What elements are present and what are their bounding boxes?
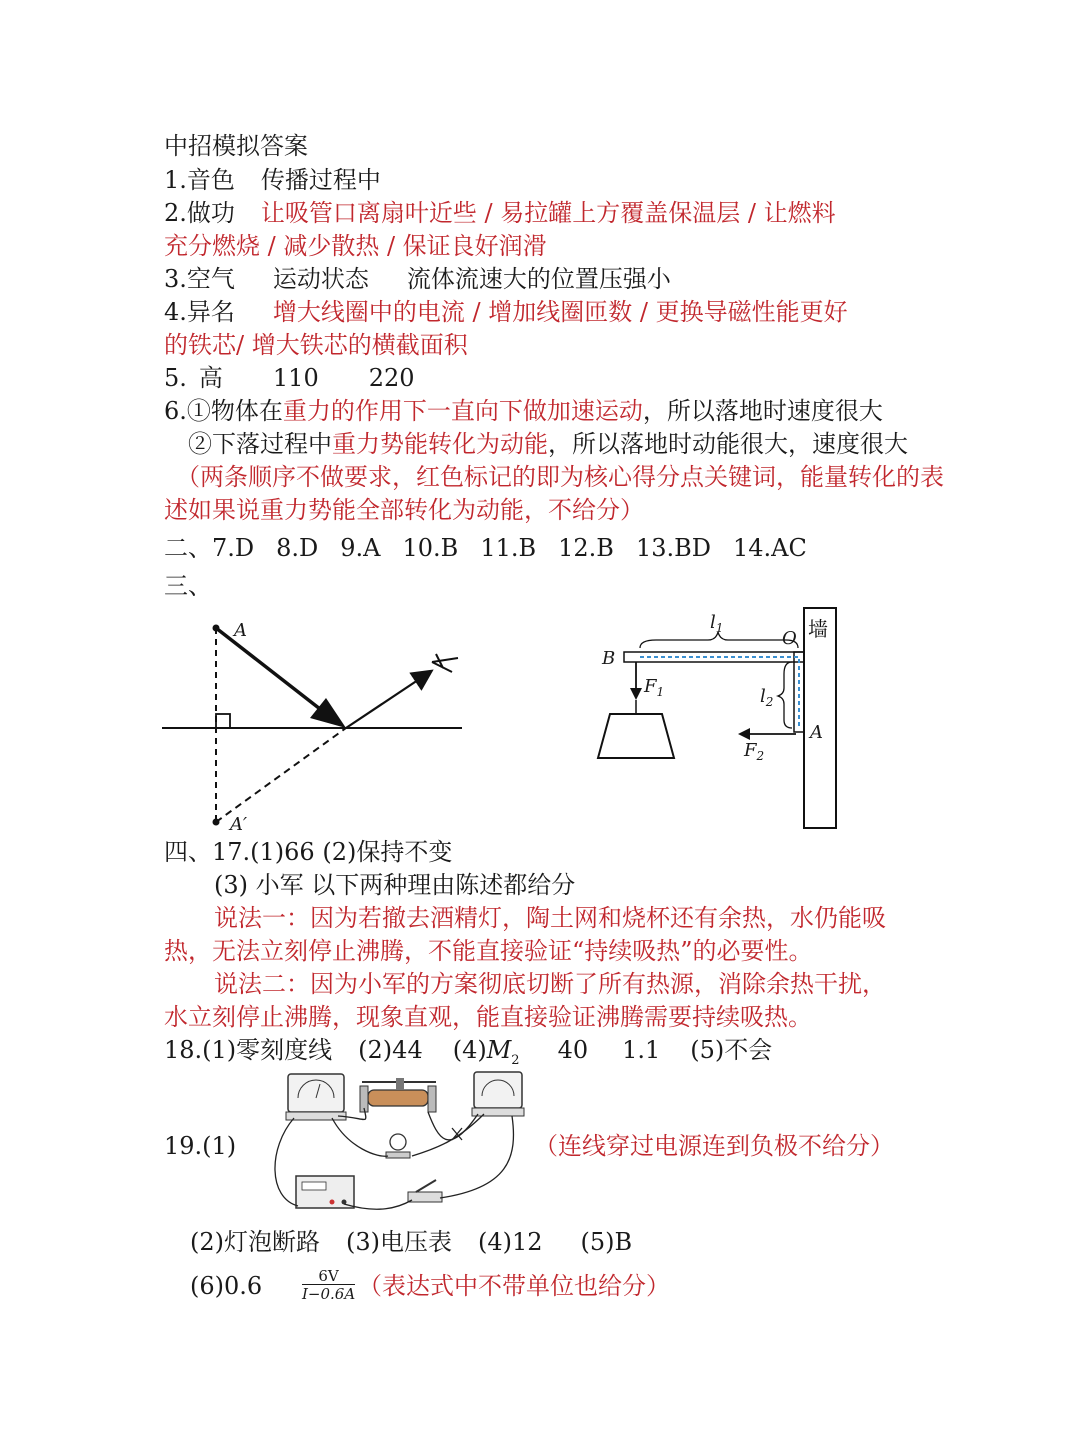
q17-reason1-line1: 说法一：因为若撤去酒精灯，陶土网和烧杯还有余热，水仍能吸	[214, 904, 886, 932]
wall-label: 墙	[808, 617, 828, 641]
q6-l2-red-keyword: 重力势能转化为动能	[332, 430, 548, 458]
choice-item: 12.B	[558, 534, 614, 562]
q1-answer-a: 音色	[186, 166, 235, 194]
f1-label: $F_1$	[644, 676, 665, 699]
q3-answer-b: 运动状态	[272, 265, 369, 293]
q3-answer-a: 空气	[186, 265, 235, 293]
q2-answer-a: 做功	[186, 199, 235, 227]
q4-red-answer-line2: 的铁芯/ 增大铁芯的横截面积	[164, 331, 468, 359]
q18-part4-label: (4)	[452, 1036, 487, 1064]
q5-answer-b: 110	[272, 364, 319, 392]
q18-m-symbol: M	[486, 1036, 512, 1064]
lever-diagram	[596, 604, 846, 832]
q5-answer-a: 高	[198, 364, 223, 392]
q18-part2: (2)44	[358, 1036, 423, 1064]
section-3-label: 三、	[164, 572, 212, 600]
choice-item: 8.D	[276, 534, 319, 562]
lever-arm-vertical	[794, 652, 804, 732]
incident-arrowhead	[310, 698, 346, 728]
voltmeter-icon	[286, 1074, 346, 1120]
q6-note-line2: 述如果说重力势能全部转化为动能，不给分）	[164, 496, 644, 524]
formula-fraction	[302, 1268, 355, 1302]
l1-label: $l_1$	[710, 612, 724, 635]
q6-l1-prefix: 6.①物体在	[164, 397, 283, 425]
circuit-diagram	[268, 1068, 530, 1218]
l2-brace	[778, 662, 792, 728]
choice-item: 10.B	[402, 534, 459, 562]
q6-l1-suffix: ，所以落地时速度很大	[642, 397, 883, 425]
choice-item: 9.A	[340, 534, 381, 562]
l2-label: $l_2$	[760, 686, 774, 709]
q18-part5: (5)不会	[690, 1036, 773, 1064]
q3-answer-c: 流体流速大的位置压强小	[406, 265, 671, 293]
q5-answer-c: 220	[368, 364, 415, 392]
q19-part6: (6)0.6	[190, 1272, 263, 1300]
label-o: O	[782, 628, 797, 649]
reflection-diagram	[160, 610, 470, 840]
image-ray-dashed	[216, 728, 346, 822]
q3-number: 3.	[164, 265, 187, 293]
q17-reason1-line2: 热，无法立刻停止沸腾，不能直接验证“持续吸热”的必要性。	[164, 937, 813, 965]
q19-red-note: （连线穿过电源连到负极不给分）	[534, 1132, 894, 1160]
q19-part5: (5)B	[580, 1228, 633, 1256]
q4-answer-a: 异名	[186, 298, 235, 326]
q18-m-subscript: 2	[511, 1052, 520, 1068]
f1-arrowhead	[630, 688, 642, 700]
q2-number: 2.	[164, 199, 187, 227]
q6-l1-red-keyword: 重力的作用下一直向下做加速运动	[282, 397, 643, 425]
q17-reason2-line2: 水立刻停止沸腾，现象直观，能直接验证沸腾需要持续吸热。	[164, 1003, 812, 1031]
choice-item: 7.D	[212, 534, 255, 562]
answer-q5	[164, 362, 415, 394]
wall	[804, 608, 836, 828]
q19-line2	[190, 1226, 632, 1258]
choice-item: 14.AC	[733, 534, 807, 562]
q2-red-answer-line2: 充分燃烧 / 减少散热 / 保证良好润滑	[164, 232, 547, 260]
label-a: A	[234, 620, 247, 641]
q19-part4: (4)12	[478, 1228, 543, 1256]
label-a-prime: A′	[230, 814, 248, 835]
point-a-prime	[213, 819, 220, 826]
hanging-weight	[598, 714, 674, 758]
q19-label: 19.(1)	[164, 1132, 237, 1160]
right-angle-mark	[216, 714, 230, 728]
reflected-ray	[346, 672, 430, 728]
rheostat-icon	[360, 1078, 436, 1112]
power-supply-icon	[296, 1176, 354, 1208]
section-2-label: 二、	[164, 534, 212, 562]
q17-line2: (3) 小军 以下两种理由陈述都给分	[214, 871, 576, 899]
fraction-numerator: 6V	[302, 1268, 355, 1285]
q19-part3: (3)电压表	[346, 1228, 452, 1256]
page-title: 中招模拟答案	[164, 132, 308, 160]
choice-item: 11.B	[480, 534, 537, 562]
f2-arrowhead	[738, 728, 750, 740]
label-a: A	[810, 722, 823, 743]
q6-l2-suffix: ，所以落地时动能很大，速度很大	[548, 430, 908, 458]
ammeter-icon	[472, 1072, 524, 1116]
q6-l2-prefix: ②下落过程中	[188, 430, 332, 458]
answer-q6-line2	[188, 428, 908, 460]
q17-reason2-line1: 说法二：因为小军的方案彻底切断了所有热源，消除余热干扰，	[214, 970, 886, 998]
switch-icon	[408, 1180, 442, 1202]
q19-part2: (2)灯泡断路	[190, 1228, 320, 1256]
q18-part1: 18.(1)零刻度线	[164, 1036, 333, 1064]
answer-q2	[164, 197, 836, 229]
f2-label: $F_2$	[744, 740, 765, 763]
answer-q6-line1	[164, 395, 883, 427]
q4-number: 4.	[164, 298, 187, 326]
point-a	[213, 625, 220, 632]
q4-red-answer-line1: 增大线圈中的电流 / 增加线圈匝数 / 更换导磁性能更好	[272, 298, 848, 326]
q1-number: 1.	[164, 166, 187, 194]
q18-value-1-1: 1.1	[622, 1036, 661, 1064]
answer-q4	[164, 296, 848, 328]
label-b: B	[602, 648, 616, 669]
answer-q3	[164, 263, 671, 295]
eye-icon	[432, 654, 458, 672]
q19-line3	[190, 1270, 262, 1302]
q17-line1: 四、17.(1)66 (2)保持不变	[164, 838, 453, 866]
q1-answer-b: 传播过程中	[260, 166, 381, 194]
q18-value-40: 40	[557, 1036, 589, 1064]
bulb-icon	[386, 1134, 410, 1158]
q5-number: 5.	[164, 364, 187, 392]
q19-red-note2: （表达式中不带单位也给分）	[358, 1272, 670, 1300]
choice-item: 13.BD	[635, 534, 711, 562]
section-2-choices	[164, 532, 807, 564]
q6-note-line1: （两条顺序不做要求，红色标记的即为核心得分点关键词，能量转化的表	[176, 463, 944, 491]
answer-q1	[164, 164, 381, 196]
q2-red-answer-line1: 让吸管口离扇叶近些 / 易拉罐上方覆盖保温层 / 让燃料	[260, 199, 836, 227]
fraction-denominator: I−0.6A	[302, 1285, 356, 1303]
